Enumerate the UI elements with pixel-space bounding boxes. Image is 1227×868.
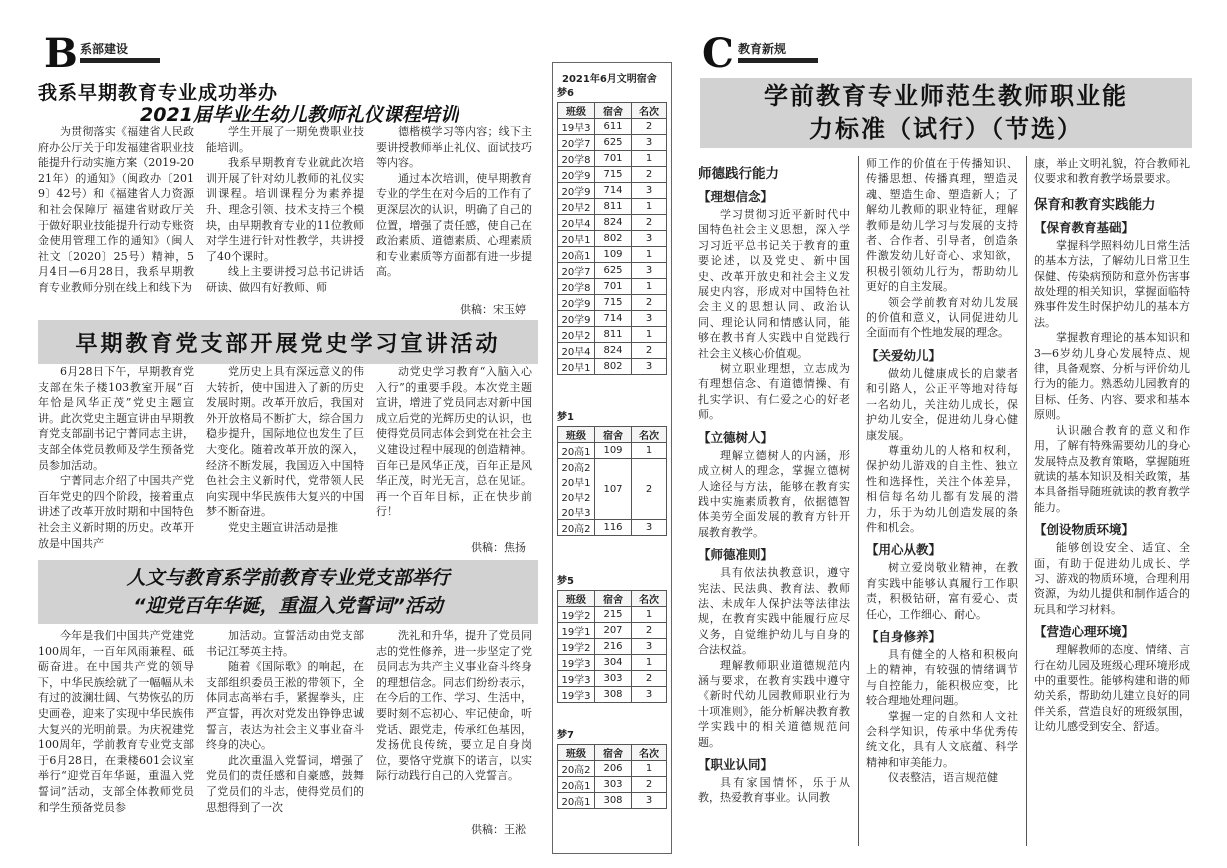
section-c-title-line1: 学前教育专业师范生教师职业能 (764, 82, 1128, 110)
table-row (558, 520, 667, 536)
dorm-cell: 20学9 (558, 167, 595, 183)
article3-col1: 今年是我们中国共产党建党100周年，一百年风雨兼程、砥砺奋进。在中国共产党的领导下，中华民族绘就了一幅幅从未有过的波澜壮阔、气势恢弘的历史画卷，迎来了实现中华民族伟大复兴的光明前景。为庆祝建党100周年，学前教育专业党支部于6月28日，在秉楼601会议室举行“迎党百年华诞，重温入党誓词”活动，支部全体教师党员和学生预备党员参 (38, 629, 194, 814)
article1-col2: 学生开展了一期免费职业技能培训。 我系早期教育专业就此次培训开展了针对幼儿教师的礼仪实训课程。培训课程分为素养提升、理念引领、技术支持三个模块，由早期教育专业的11位教师对学生进行针对性教学，共讲授了40个课时。 线上主要讲授习总书记讲话研读、做四有好教师、师 (206, 125, 364, 294)
dorm-cell: 20学7 (558, 135, 595, 151)
dorm-header-cell: 宿舍 (595, 427, 632, 443)
section-b-bar (80, 58, 160, 63)
article3-title-line1: 人文与教育系学前教育专业党支部举行 (126, 567, 450, 589)
dorm-group-name: 梦5 (557, 576, 574, 587)
dorm-group-name: 梦7 (557, 730, 574, 741)
dorm-cell: 20高1 (558, 247, 595, 263)
dorm-cell: 1 (632, 151, 667, 167)
article2-title: 早期教育党支部开展党史学习宣讲活动 (38, 320, 538, 364)
dorm-cell: 207 (595, 623, 632, 639)
dorm-cell: 611 (595, 119, 632, 135)
dorm-cell: 1 (632, 607, 667, 623)
dorm-cell: 811 (595, 327, 632, 343)
dorm-cell: 2 (632, 343, 667, 359)
article1-col1: 为贯彻落实《福建省人民政府办公厅关于印发福建省职业技能提升行动实施方案（2019-2021年）的通知》（闽政办〔2019〕42号）和《福建省人力资源和社会保障厅 福建省财政厅关于做好职业技能提升行动专账资金使用管理工作的通知》（闽人社文〔2020〕25号）精神，5月4日—6月28日，我系早期教育专业教师分别在线上和线下为 (38, 125, 194, 294)
article1-col3: 德楷模学习等内容；线下主要讲授教师举止礼仪、面试技巧等内容。 通过本次培训，使早期教育专业的学生在对今后的工作有了更深层次的认识，明确了自己的位置，增强了责任感，使自己在政治素质、道德素质、心理素质和专业素质等方面都有进一步提高。 (376, 125, 532, 279)
table-row (558, 183, 667, 199)
dorm-cell: 20学9 (558, 295, 595, 311)
table-row (558, 343, 667, 359)
article3-credit: 供稿：王淞 (471, 823, 526, 836)
dorm-cell: 1 (632, 655, 667, 671)
dorm-cell: 2 (632, 167, 667, 183)
article1-credit: 供稿：宋玉婷 (460, 303, 526, 316)
dorm-cell: 206 (595, 761, 632, 777)
dorm-cell: 20学7 (558, 263, 595, 279)
dorm-cell: 303 (595, 671, 632, 687)
dorm-group (557, 572, 667, 703)
table-row (558, 279, 667, 295)
dorm-cell: 20早2 (558, 327, 595, 343)
dorm-cell: 19早3 (558, 119, 595, 135)
dorm-table (557, 744, 667, 809)
dorm-cell: 304 (595, 655, 632, 671)
article3-col3: 洗礼和升华，提升了党员同志的党性修养，进一步坚定了党员同志为共产主义事业奋斗终身的理想信念。同志们纷纷表示，在今后的工作、学习、生活中，要时刻不忘初心、牢记使命，听党话、跟党走，传承红色基因，发扬优良传统，要立足自身岗位，要恪守党旗下的诺言，以实际行动践行自己的入党誓言。 (376, 629, 532, 783)
table-row (558, 135, 667, 151)
article3-title-banner (38, 560, 538, 624)
dorm-cell: 20学8 (558, 151, 595, 167)
c-bullet-morality: 【立德树人】 (698, 429, 774, 445)
dorm-header-cell: 宿舍 (595, 745, 632, 761)
dorm-cell: 2 (632, 215, 667, 231)
dorm-cell: 19学3 (558, 687, 595, 703)
article2-credit: 供稿：焦扬 (471, 541, 526, 554)
dorm-cell: 811 (595, 199, 632, 215)
table-row (558, 777, 667, 793)
dorm-cell: 20高2 (558, 520, 595, 536)
dorm-cell: 20学9 (558, 183, 595, 199)
dorm-cell: 3 (632, 793, 667, 809)
dorm-cell: 1 (632, 199, 667, 215)
table-row (558, 295, 667, 311)
table-row (558, 671, 667, 687)
c-bullet-psych-env: 【营造心理环境】 (1034, 624, 1135, 640)
c-bullet-identity: 【职业认同】 (698, 757, 774, 772)
section-c-col1: 师德践行能力 【理想信念】 学习贯彻习近平新时代中国特色社会主义思想，深入学习习近平总书记关于教育的重要论述，以及党史、新中国史、改革开放史和社会主义发展史内容，形成对中国特色社会主义的思想认同、政治认同、理论认同和情感认同，能够在教书育人实践中自觉践行社会主义核心价值观。 树立职业理想，立志成为有理想信念、有道德情操、有扎实学识、有仁爱之心的好老师。 【立德树人】 理解立德树人的内涵，形成立树人的理念，掌握立德树人途径与方法，能够在教育实践中实施素质教育，依据德智体美劳全面发展的教育方针开展教育教学。 【师德准则】 具有依法执教意识，遵守宪法、民法典、教育法、教师法、未成年人保护法等法律法规，在教育实践中能履行应尽义务，自觉维护幼儿与自身的合法权益。 理解教师职业道德规范内涵与要求，在教育实践中遵守《新时代幼儿园教师职业行为十项准则》，能分析解决教育教学实践中的相关道德规范问题。 【职业认同】 具有家国情怀，乐于从教，热爱教育事业。认同教 (698, 156, 850, 846)
dorm-cell: 116 (595, 520, 632, 536)
c-bullet-basics: 【保育教育基础】 (1034, 219, 1135, 235)
dorm-cell: 308 (595, 687, 632, 703)
c-bullet-code: 【师德准则】 (698, 547, 774, 563)
article2-col2: 党历史上具有深远意义的伟大转折，使中国进入了新的历史发展时期。改革开放后，我国对外开放格局不断扩大，综合国力稳步提升，国际地位也发生了巨大变化。随着改革开放的深入，经济不断发展，我国迈入中国特色社会主义新时代，党带领人民向实现中华民族伟大复兴的中国梦不断奋进。 党史主题宣讲活动是推 (206, 365, 364, 534)
article3-col2: 加活动。宣誓活动由党支部书记江琴英主持。 随着《国际歌》的响起，在支部组织委员王淞的带领下，全体同志高举右手，紧握拳头，庄严宣誓，再次对党发出铮铮忠诚誓言，表达为社会主义事业奋斗终身的决心。 此次重温入党誓词，增强了党员们的责任感和自豪感，鼓舞了党员们的斗志，使得党员们的思想得到了一次 (206, 629, 364, 814)
table-row (558, 119, 667, 135)
dorm-cell: 3 (632, 687, 667, 703)
dorm-table (557, 102, 667, 375)
article2-col3: 动党史学习教育“入脑入心入行”的重要手段。本次党主题宣讲，增进了党员同志对新中国成立后党的光辉历史的认识，也使得党员同志体会到党在社会主义建设过程中展现的创造精神。百年已是风华正茂，百年正是风华正茂，时光无言，总在见证。再一个百年目标，正在快步前行！ (376, 365, 532, 519)
table-row (558, 687, 667, 703)
dorm-header-cell: 名次 (632, 591, 667, 607)
table-row (558, 263, 667, 279)
dorm-header-cell: 名次 (632, 745, 667, 761)
dorm-cell: 3 (632, 263, 667, 279)
c-bullet-dedication: 【用心从教】 (866, 542, 942, 558)
dorm-cell: 20高2 20早1 20早2 20早3 (558, 459, 595, 520)
section-b-tag: 系部建设 (80, 42, 129, 56)
article2-col1: 6月28日下午，早期教育党支部在朱子楼103教室开展“百年恰是风华正茂”党史主题宣讲。此次党史主题宣讲由早期教育党支部副书记宁菁同志主讲，支部全体党员教师及学生预备党员参加活动。 宁菁同志介绍了中国共产党百年党史的四个阶段，接着重点讲述了改革开放时期和中国特色社会主义新时期的历史。改革开放是中国共产 (38, 365, 194, 550)
dorm-cell: 20早1 (558, 359, 595, 375)
section-c-bar (738, 58, 818, 63)
dorm-cell: 19学2 (558, 639, 595, 655)
dorm-table (557, 590, 667, 703)
dorm-cell: 109 (595, 247, 632, 263)
dorm-cell: 3 (632, 520, 667, 536)
article1-title-line1: 我系早期教育专业成功举办 (38, 82, 279, 104)
dorm-cell: 303 (595, 777, 632, 793)
dorm-group (557, 84, 667, 375)
dorm-cell: 19学3 (558, 671, 595, 687)
table-row (558, 623, 667, 639)
c-bullet-cultivation: 【自身修养】 (866, 628, 942, 644)
section-c-title-line2: 力标准（试行）（节选） (809, 115, 1083, 143)
dorm-main-title: 2021年6月文明宿舍 (562, 74, 657, 85)
dorm-cell: 20高1 (558, 443, 595, 459)
dorm-cell: 714 (595, 183, 632, 199)
dorm-cell: 20高2 (558, 761, 595, 777)
dorm-cell: 625 (595, 135, 632, 151)
dorm-cell: 2 (632, 119, 667, 135)
dorm-cell: 20早4 (558, 215, 595, 231)
table-row (558, 215, 667, 231)
dorm-group (557, 726, 667, 809)
section-c-col3: 康，举止文明礼貌，符合教师礼仪要求和教育教学场景要求。 保育和教育实践能力 【保育教育基础】 掌握科学照料幼儿日常生活的基本方法，了解幼儿日常卫生保健、传染病预防和意外伤害事故处理的相关知识，掌握面临特殊事件发生时保护幼儿的基本方法。 掌握教育理论的基本知识和3—6岁幼儿身心发展特点、规律，具备观察、分析与评价幼儿行为的能力。熟悉幼儿园教育的目标、任务、内容、要求和基本原则。 认识融合教育的意义和作用，了解有特殊需要幼儿的身心发展特点及教育策略，掌握随班就读的基本知识及相关政策，基本具备指导随班就读的教育教学能力。 【创设物质环境】 能够创设安全、适宜、全面，有助于促进幼儿成长、学习、游戏的物质环境，合理利用资源，为幼儿提供和制作适合的玩具和学习材料。 【营造心理环境】 理解教师的态度、情绪、言行在幼儿园及班级心理环境形成中的重要性。能够构建和谐的师幼关系，帮助幼儿建立良好的同伴关系，营造良好的班级氛围，让幼儿感受到安全、舒适。 (1034, 157, 1190, 734)
table-row (558, 607, 667, 623)
dorm-cell: 2 (632, 295, 667, 311)
dorm-cell: 20早1 (558, 231, 595, 247)
table-row (558, 639, 667, 655)
dorm-header-cell: 班级 (558, 427, 595, 443)
dorm-cell: 2 (632, 671, 667, 687)
dorm-cell: 802 (595, 359, 632, 375)
dorm-cell: 20高1 (558, 793, 595, 809)
table-row (558, 231, 667, 247)
dorm-group (557, 408, 667, 536)
table-row (558, 167, 667, 183)
dorm-cell: 3 (632, 359, 667, 375)
dorm-cell: 1 (632, 443, 667, 459)
dorm-cell: 20早4 (558, 343, 595, 359)
section-b-letter: B (44, 30, 78, 77)
c-bullet-ideals: 【理想信念】 (698, 189, 774, 204)
c-bullet-care: 【关爱幼儿】 (866, 347, 942, 363)
table-row (558, 761, 667, 777)
table-row (558, 443, 667, 459)
dorm-cell: 19学2 (558, 607, 595, 623)
dorm-cell: 824 (595, 215, 632, 231)
dorm-cell: 107 (595, 459, 632, 520)
table-row (558, 459, 667, 520)
dorm-cell: 3 (632, 639, 667, 655)
dorm-cell: 109 (595, 443, 632, 459)
dorm-header-cell: 名次 (632, 103, 667, 119)
dorm-cell: 3 (632, 311, 667, 327)
dorm-cell: 3 (632, 183, 667, 199)
dorm-header-cell: 宿舍 (595, 103, 632, 119)
c-divider-1 (858, 156, 859, 846)
dorm-cell: 20学9 (558, 311, 595, 327)
dorm-cell: 714 (595, 311, 632, 327)
dorm-cell: 2 (632, 459, 667, 520)
table-row (558, 151, 667, 167)
dorm-header-cell: 宿舍 (595, 591, 632, 607)
dorm-cell: 802 (595, 231, 632, 247)
article3-title-line2: “迎党百年华诞，重温入党誓词”活动 (133, 595, 443, 617)
c-divider-2 (1026, 156, 1027, 846)
article1-title-line2: 2021届毕业生幼儿教师礼仪课程培训 (140, 104, 459, 126)
dorm-cell: 2 (632, 777, 667, 793)
dorm-cell: 1 (632, 247, 667, 263)
dorm-cell: 1 (632, 279, 667, 295)
table-row (558, 199, 667, 215)
dorm-header-cell: 班级 (558, 591, 595, 607)
dorm-cell: 715 (595, 295, 632, 311)
dorm-cell: 625 (595, 263, 632, 279)
dorm-cell: 824 (595, 343, 632, 359)
table-row (558, 311, 667, 327)
dorm-cell: 701 (595, 279, 632, 295)
dorm-header-cell: 班级 (558, 745, 595, 761)
dorm-cell: 20高1 (558, 777, 595, 793)
dorm-group-name: 梦6 (557, 88, 574, 99)
dorm-cell: 3 (632, 231, 667, 247)
dorm-cell: 1 (632, 761, 667, 777)
section-c-title-banner (700, 78, 1192, 148)
dorm-cell: 20早2 (558, 199, 595, 215)
dorm-cell: 2 (632, 623, 667, 639)
dorm-cell: 216 (595, 639, 632, 655)
table-row (558, 793, 667, 809)
dorm-cell: 1 (632, 327, 667, 343)
section-c-col2: 师工作的价值在于传播知识、传播思想、传播真理，塑造灵魂、塑造生命、塑造新人；了解幼儿教师的职业特征，理解教师是幼儿学习与发展的支持者、合作者、引导者，创造条件激发幼儿好奇心、求知欲，积极引领幼儿行为，帮助幼儿更好的自主发展。 领会学前教育对幼儿发展的价值和意义，认同促进幼儿全面而有个性地发展的理念。 【关爱幼儿】 做幼儿健康成长的启蒙者和引路人，公正平等地对待每一名幼儿，关注幼儿成长，保护幼儿安全，促进幼儿身心健康发展。 尊重幼儿的人格和权利，保护幼儿游戏的自主性、独立性和选择性，关注个体差异，相信每名幼儿都有发展的潜力，乐于为幼儿创造发展的条件和机会。 【用心从教】 树立爱岗敬业精神，在教育实践中能够认真履行工作职责，积极钻研，富有爱心、责任心，工作细心、耐心。 【自身修养】 具有健全的人格和积极向上的精神，有较强的情绪调节与自控能力，能积极应变，比较合理地处理问题。 掌握一定的自然和人文社会科学知识，传承中华优秀传统文化，具有人文底蕴、科学精神和审美能力。 仪表整洁，语言规范健 (866, 157, 1018, 785)
dorm-cell: 3 (632, 135, 667, 151)
c-heading-practice: 保育和教育实践能力 (1034, 196, 1156, 213)
dorm-cell: 19学3 (558, 655, 595, 671)
section-c-tag: 教育新规 (738, 42, 787, 56)
table-row (558, 655, 667, 671)
table-row (558, 359, 667, 375)
table-row (558, 247, 667, 263)
dorm-cell: 715 (595, 167, 632, 183)
dorm-cell: 308 (595, 793, 632, 809)
c-heading-ethics: 师德践行能力 (698, 166, 779, 182)
dorm-cell: 215 (595, 607, 632, 623)
dorm-cell: 701 (595, 151, 632, 167)
c-bullet-physical-env: 【创设物质环境】 (1034, 522, 1135, 538)
dorm-cell: 19学1 (558, 623, 595, 639)
dorm-cell: 20学8 (558, 279, 595, 295)
dorm-table (557, 426, 667, 536)
dorm-header-cell: 名次 (632, 427, 667, 443)
table-row (558, 327, 667, 343)
dorm-group-name: 梦1 (557, 412, 574, 423)
section-c-letter: C (702, 30, 734, 77)
dorm-header-cell: 班级 (558, 103, 595, 119)
